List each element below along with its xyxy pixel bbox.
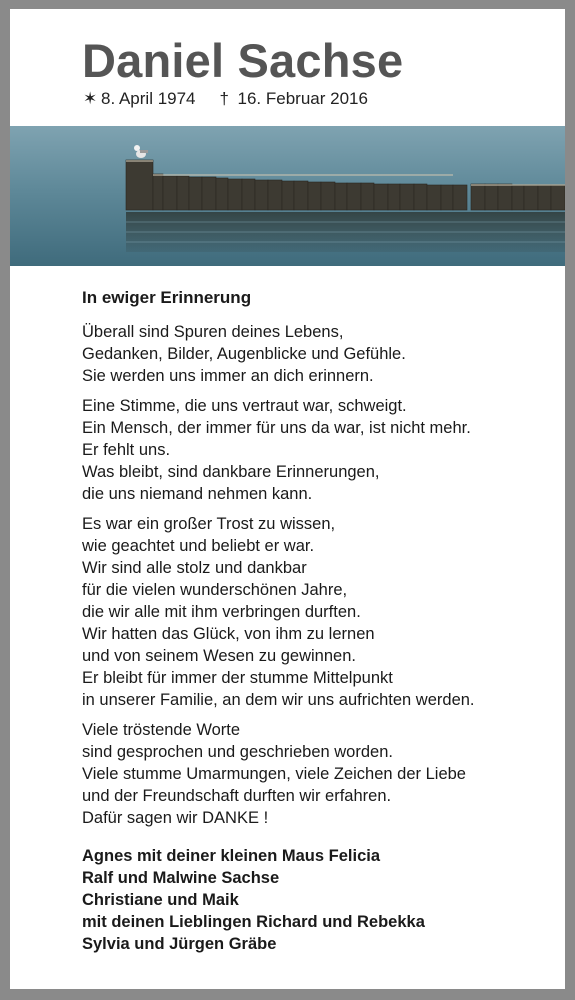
stanza-line: und der Freundschaft durften wir erfahren. bbox=[82, 787, 392, 805]
stanza-line: Er fehlt uns. bbox=[82, 441, 171, 459]
photo-seagull-on-groyne bbox=[10, 126, 565, 266]
mourner-line: Sylvia und Jürgen Gräbe bbox=[82, 935, 277, 953]
obituary-text bbox=[82, 287, 552, 955]
stanza-line: Es war ein großer Trost zu wissen, bbox=[82, 515, 336, 533]
birth-star-icon: ✶ bbox=[83, 89, 98, 108]
stanza-1 bbox=[82, 321, 552, 387]
stanza-4 bbox=[82, 719, 552, 829]
stanza-line: Sie werden uns immer an dich erinnern. bbox=[82, 367, 374, 385]
stanza-line: in unserer Familie, an dem wir uns aufrichten werden. bbox=[82, 691, 475, 709]
stanza-line: Wir hatten das Glück, von ihm zu lernen bbox=[82, 625, 375, 643]
stanza-line: Was bleibt, sind dankbare Erinnerungen, bbox=[82, 463, 380, 481]
life-dates bbox=[83, 89, 368, 109]
stanza-line: Überall sind Spuren deines Lebens, bbox=[82, 323, 344, 341]
deceased-name: Daniel Sachse bbox=[82, 34, 404, 87]
stanza-line: Wir sind alle stolz und dankbar bbox=[82, 559, 307, 577]
stanza-line: Dafür sagen wir DANKE ! bbox=[82, 809, 269, 827]
stanza-line: die uns niemand nehmen kann. bbox=[82, 485, 313, 503]
stanza-3 bbox=[82, 513, 552, 711]
birth-date: 8. April 1974 bbox=[101, 89, 196, 108]
stanza-line: sind gesprochen und geschrieben worden. bbox=[82, 743, 393, 761]
stanza-line: und von seinem Wesen zu gewinnen. bbox=[82, 647, 356, 665]
stanza-line: für die vielen wunderschönen Jahre, bbox=[82, 581, 348, 599]
mourner-line: Agnes mit deiner kleinen Maus Felicia bbox=[82, 847, 381, 865]
obituary-card bbox=[10, 9, 565, 989]
stanza-line: Er bleibt für immer der stumme Mittelpunkt bbox=[82, 669, 393, 687]
mourners-list bbox=[82, 845, 552, 955]
stanza-line: Ein Mensch, der immer für uns da war, ist nicht mehr. bbox=[82, 419, 471, 437]
stanza-2 bbox=[82, 395, 552, 505]
stanza-line: Gedanken, Bilder, Augenblicke und Gefühle. bbox=[82, 345, 406, 363]
stanza-line: Viele stumme Umarmungen, viele Zeichen der Liebe bbox=[82, 765, 466, 783]
mourner-line: Christiane und Maik bbox=[82, 891, 239, 909]
stanza-line: die wir alle mit ihm verbringen durften. bbox=[82, 603, 361, 621]
stanza-line: Eine Stimme, die uns vertraut war, schweigt. bbox=[82, 397, 407, 415]
death-date: 16. Februar 2016 bbox=[237, 89, 368, 108]
mourner-line: Ralf und Malwine Sachse bbox=[82, 869, 280, 887]
headline: In ewiger Erinnerung bbox=[82, 288, 252, 307]
death-cross-icon: † bbox=[219, 89, 229, 108]
mourner-line: mit deinen Lieblingen Richard und Rebekka bbox=[82, 913, 425, 931]
stanza-line: Viele tröstende Worte bbox=[82, 721, 241, 739]
stanza-line: wie geachtet und beliebt er war. bbox=[82, 537, 315, 555]
